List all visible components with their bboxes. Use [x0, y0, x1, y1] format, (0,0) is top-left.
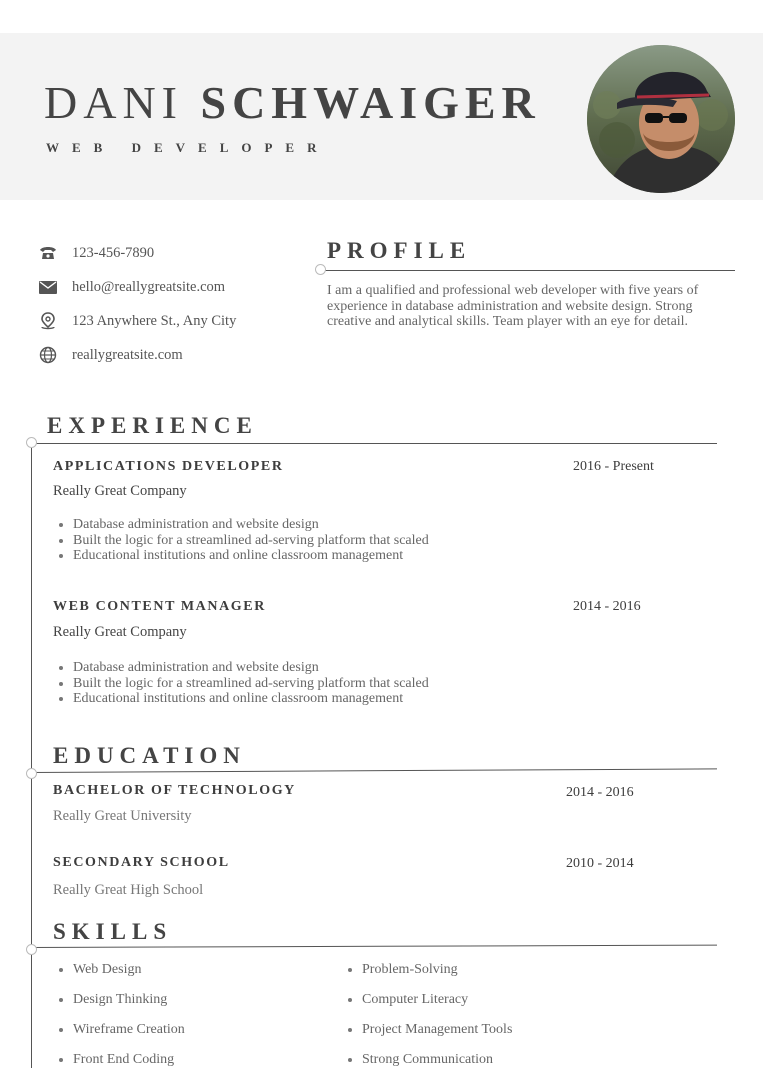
first-name: DANI [44, 77, 183, 128]
contact-phone-text: 123-456-7890 [72, 244, 155, 261]
contact-email [38, 270, 308, 304]
mail-icon [38, 277, 58, 297]
job-role: WEB DEVELOPER [46, 140, 330, 155]
education-school: Really Great University [53, 808, 192, 824]
experience-rule-dot [26, 437, 37, 448]
location-icon [38, 311, 58, 331]
contact-website-text: reallygreatsite.com [72, 346, 183, 363]
list-item: Web Design [53, 962, 185, 992]
experience-rule [31, 443, 717, 444]
profile-rule-dot [315, 264, 326, 275]
list-item: Wireframe Creation [53, 1022, 185, 1052]
education-heading: EDUCATION [53, 743, 246, 768]
skills-list-right [342, 962, 512, 1080]
contact-phone [38, 236, 308, 270]
education-date: 2010 - 2014 [566, 856, 634, 871]
job-date: 2016 - Present [573, 459, 654, 474]
skills-heading: SKILLS [53, 919, 173, 944]
timeline-line [31, 448, 32, 1068]
list-item: Built the logic for a streamlined ad-serving platform that scaled [53, 676, 429, 692]
education-rule [31, 768, 717, 773]
full-name [44, 77, 541, 128]
list-item: Database administration and website design [53, 517, 429, 533]
skills-rule-dot [26, 944, 37, 955]
profile-rule [321, 270, 735, 271]
list-item: Strong Communication [342, 1052, 512, 1080]
skills-list-left [53, 962, 185, 1080]
list-item: Educational institutions and online classroom management [53, 548, 429, 564]
job-bullets [53, 517, 429, 564]
skills-rule [31, 945, 717, 948]
last-name: SCHWAIGER [200, 77, 541, 128]
contact-address-text: 123 Anywhere St., Any City [72, 312, 237, 329]
job-date: 2014 - 2016 [573, 599, 641, 614]
job-title: WEB CONTENT MANAGER [53, 599, 266, 614]
list-item: Educational institutions and online classroom management [53, 691, 429, 707]
list-item: Database administration and website design [53, 660, 429, 676]
contact-email-text: hello@reallygreatsite.com [72, 278, 226, 295]
profile-photo [587, 45, 735, 193]
profile-heading: PROFILE [327, 238, 472, 263]
job-company: Really Great Company [53, 624, 187, 640]
job-bullets [53, 660, 429, 707]
education-rule-dot [26, 768, 37, 779]
education-degree: SECONDARY SCHOOL [53, 855, 230, 870]
education-degree: BACHELOR OF TECHNOLOGY [53, 783, 296, 798]
education-date: 2014 - 2016 [566, 785, 634, 800]
list-item: Computer Literacy [342, 992, 512, 1022]
job-title: APPLICATIONS DEVELOPER [53, 459, 284, 474]
experience-heading: EXPERIENCE [47, 413, 258, 438]
profile-text: I am a qualified and professional web developer with five years of experience in database administration and website design. Strong creative and analytical skills. Team player with an eye for detail. [327, 283, 699, 329]
contact-address [38, 304, 308, 338]
list-item: Project Management Tools [342, 1022, 512, 1052]
list-item: Design Thinking [53, 992, 185, 1022]
job-company: Really Great Company [53, 483, 187, 499]
contact-website [38, 338, 308, 372]
education-school: Really Great High School [53, 882, 204, 898]
profile-photo-image [587, 45, 735, 193]
list-item: Built the logic for a streamlined ad-serving platform that scaled [53, 533, 429, 549]
contact-list [38, 236, 308, 372]
list-item: Problem-Solving [342, 962, 512, 992]
phone-icon [38, 243, 58, 263]
globe-icon [38, 345, 58, 365]
list-item: Front End Coding [53, 1052, 185, 1080]
